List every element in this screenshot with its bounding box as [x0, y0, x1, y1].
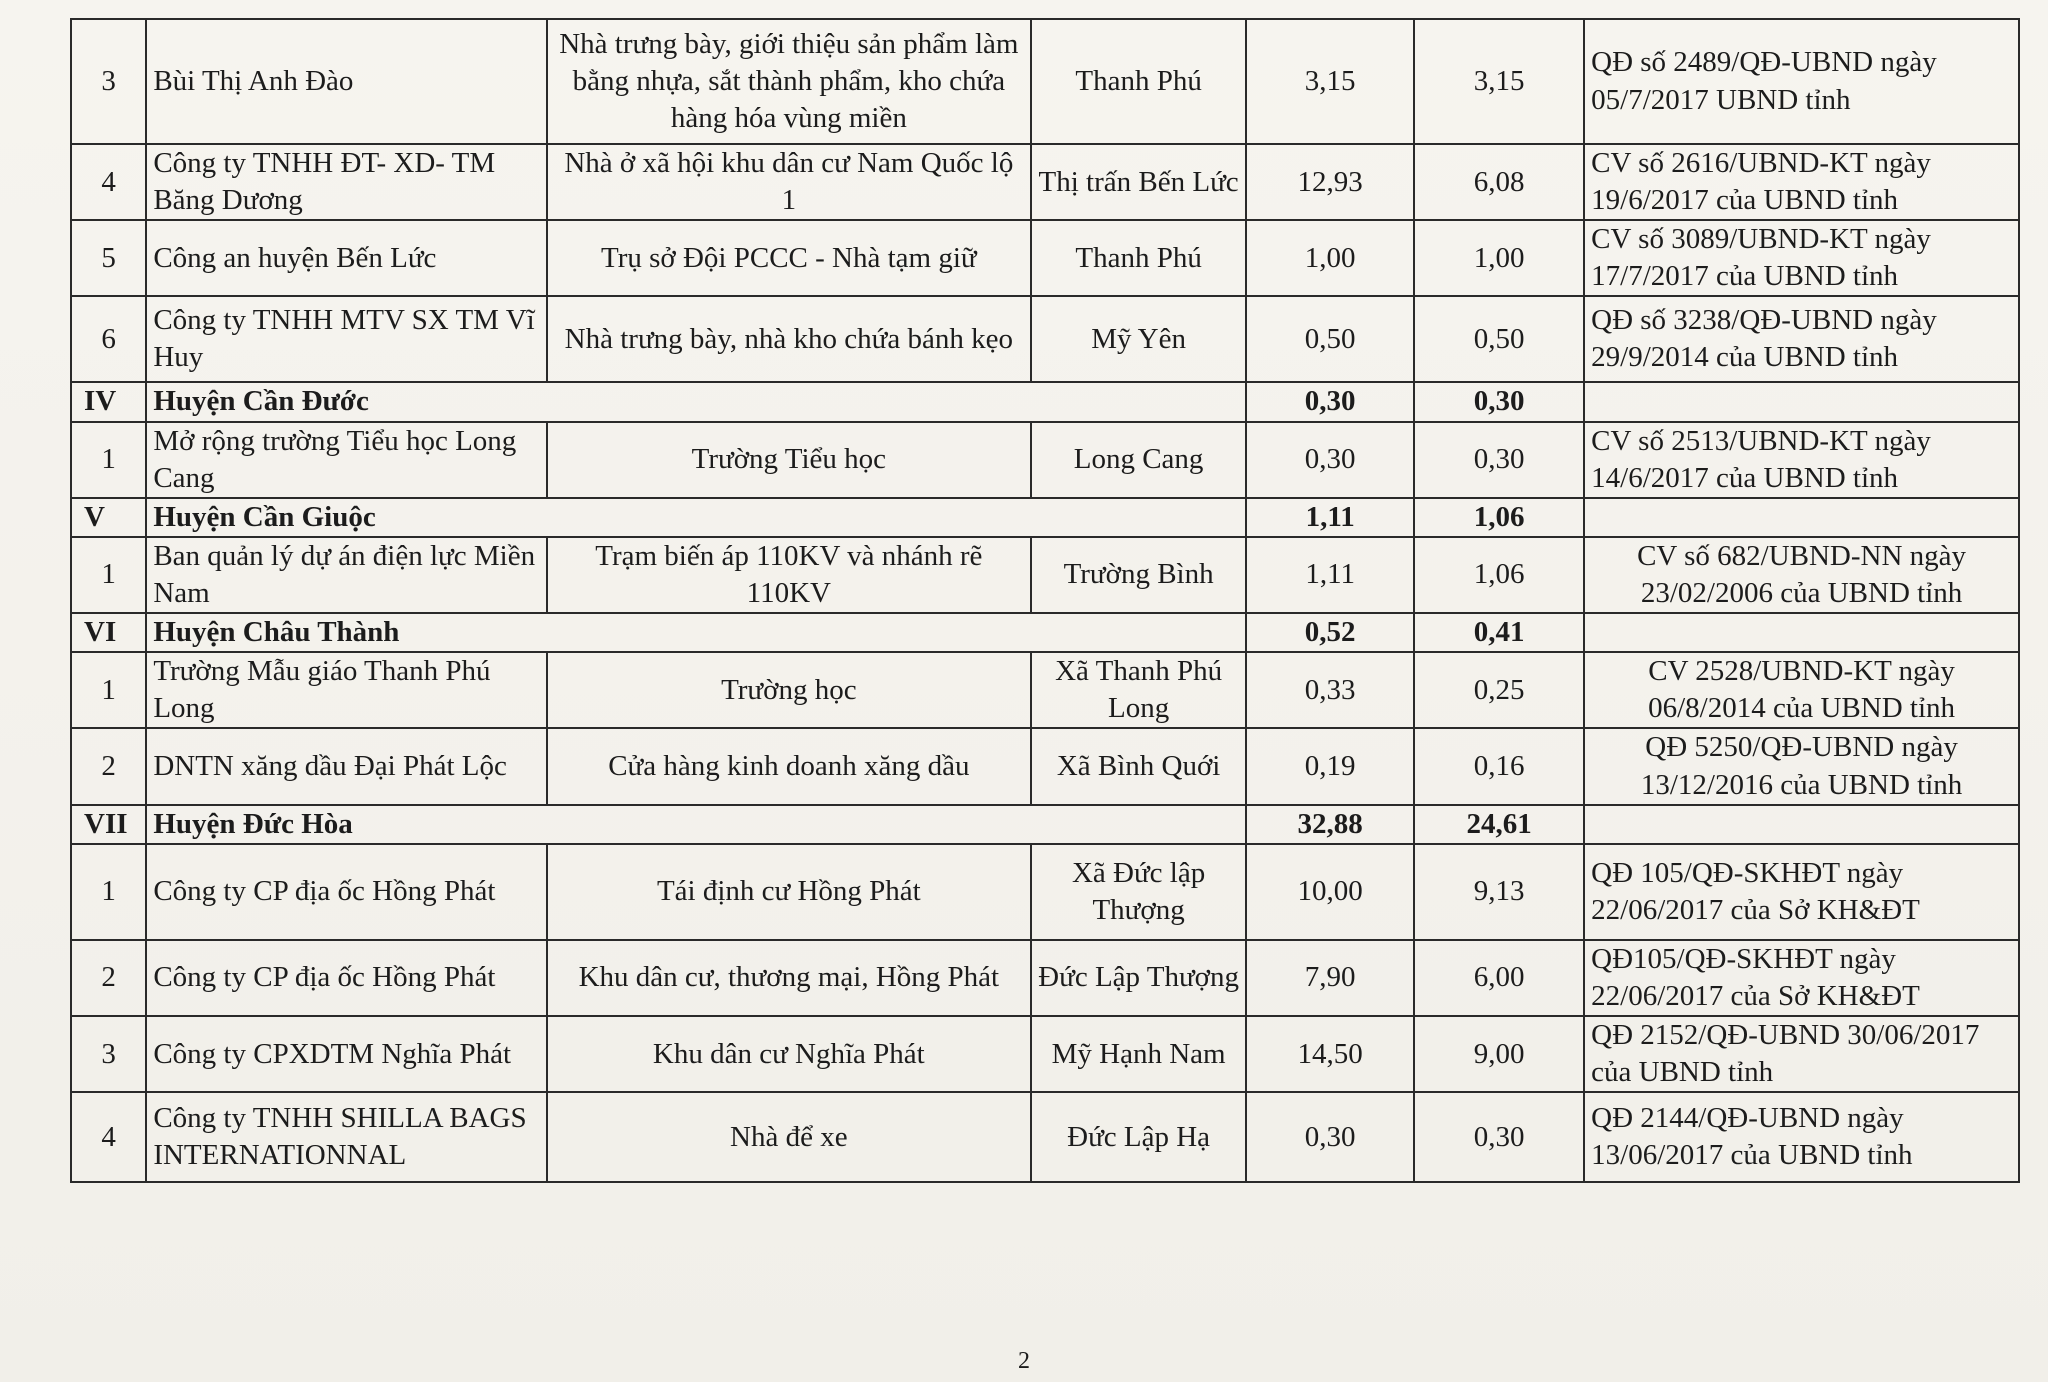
area-total-cell: 0,19	[1246, 728, 1414, 804]
area-total-cell: 0,33	[1246, 652, 1414, 728]
table-row	[71, 1092, 2019, 1182]
table-row	[71, 1016, 2019, 1092]
document-cell	[1584, 382, 2019, 421]
project-purpose: Khu dân cư Nghĩa Phát	[547, 1016, 1031, 1092]
row-number: 3	[71, 1016, 146, 1092]
row-number: 5	[71, 220, 146, 296]
project-location: Thanh Phú	[1031, 19, 1246, 144]
page-number: 2	[1018, 1348, 1030, 1374]
document-cell: CV số 2616/UBND-KT ngày 19/6/2017 của UBND tỉnh	[1584, 144, 2019, 220]
project-purpose: Khu dân cư, thương mại, Hồng Phát	[547, 940, 1031, 1016]
table-row	[71, 652, 2019, 728]
area-use-cell: 1,06	[1414, 498, 1584, 537]
table-row	[71, 844, 2019, 940]
area-total-cell: 12,93	[1246, 144, 1414, 220]
table-row	[71, 728, 2019, 804]
project-purpose: Trường Tiểu học	[547, 422, 1031, 498]
area-use-cell: 24,61	[1414, 805, 1584, 844]
table-row	[71, 296, 2019, 382]
table-row	[71, 144, 2019, 220]
document-cell: QĐ số 2489/QĐ-UBND ngày 05/7/2017 UBND tỉnh	[1584, 19, 2019, 144]
document-cell: QĐ 5250/QĐ-UBND ngày 13/12/2016 của UBND tỉnh	[1584, 728, 2019, 804]
area-use-cell: 3,15	[1414, 19, 1584, 144]
area-total-cell: 3,15	[1246, 19, 1414, 144]
area-use-cell: 1,00	[1414, 220, 1584, 296]
document-cell: CV số 2513/UBND-KT ngày 14/6/2017 của UBND tỉnh	[1584, 422, 2019, 498]
project-purpose: Tái định cư Hồng Phát	[547, 844, 1031, 940]
project-purpose: Nhà trưng bày, nhà kho chứa bánh kẹo	[547, 296, 1031, 382]
organization-name: Công ty CP địa ốc Hồng Phát	[146, 844, 546, 940]
table-row	[71, 19, 2019, 144]
document-cell: CV số 682/UBND-NN ngày 23/02/2006 của UBND tỉnh	[1584, 537, 2019, 613]
area-use-cell: 0,30	[1414, 382, 1584, 421]
project-purpose: Cửa hàng kinh doanh xăng dầu	[547, 728, 1031, 804]
document-cell: QĐ 105/QĐ-SKHĐT ngày 22/06/2017 của Sở KH&ĐT	[1584, 844, 2019, 940]
land-allocation-table	[70, 18, 2020, 1183]
area-use-cell: 0,16	[1414, 728, 1584, 804]
document-cell: QĐ 2144/QĐ-UBND ngày 13/06/2017 của UBND tỉnh	[1584, 1092, 2019, 1182]
row-number: 6	[71, 296, 146, 382]
document-cell: QĐ105/QĐ-SKHĐT ngày 22/06/2017 của Sở KH&ĐT	[1584, 940, 2019, 1016]
project-location: Long Cang	[1031, 422, 1246, 498]
organization-name: Công ty CP địa ốc Hồng Phát	[146, 940, 546, 1016]
table-group-row	[71, 498, 2019, 537]
area-total-cell: 0,30	[1246, 1092, 1414, 1182]
area-total-cell: 0,52	[1246, 613, 1414, 652]
area-use-cell: 0,30	[1414, 422, 1584, 498]
area-use-cell: 9,13	[1414, 844, 1584, 940]
row-number: 1	[71, 537, 146, 613]
document-cell: QĐ số 3238/QĐ-UBND ngày 29/9/2014 của UBND tỉnh	[1584, 296, 2019, 382]
area-total-cell: 10,00	[1246, 844, 1414, 940]
organization-name: DNTN xăng dầu Đại Phát Lộc	[146, 728, 546, 804]
group-name: Huyện Cần Giuộc	[146, 498, 1246, 537]
group-name: Huyện Cần Đước	[146, 382, 1246, 421]
project-purpose: Trường học	[547, 652, 1031, 728]
area-use-cell: 0,30	[1414, 1092, 1584, 1182]
row-number: 4	[71, 1092, 146, 1182]
area-use-cell: 6,00	[1414, 940, 1584, 1016]
area-total-cell: 0,30	[1246, 382, 1414, 421]
project-purpose: Nhà trưng bày, giới thiệu sản phẩm làm bằng nhựa, sắt thành phẩm, kho chứa hàng hóa vùng miền	[547, 19, 1031, 144]
area-total-cell: 0,50	[1246, 296, 1414, 382]
area-total-cell: 14,50	[1246, 1016, 1414, 1092]
area-total-cell: 1,00	[1246, 220, 1414, 296]
table-body	[71, 19, 2019, 1182]
area-use-cell: 0,25	[1414, 652, 1584, 728]
project-location: Mỹ Yên	[1031, 296, 1246, 382]
area-total-cell: 32,88	[1246, 805, 1414, 844]
organization-name: Trường Mẫu giáo Thanh Phú Long	[146, 652, 546, 728]
group-roman-numeral: VI	[71, 613, 146, 652]
project-purpose: Nhà ở xã hội khu dân cư Nam Quốc lộ 1	[547, 144, 1031, 220]
row-number: 2	[71, 728, 146, 804]
area-use-cell: 1,06	[1414, 537, 1584, 613]
area-use-cell: 0,50	[1414, 296, 1584, 382]
document-cell: CV số 3089/UBND-KT ngày 17/7/2017 của UBND tỉnh	[1584, 220, 2019, 296]
group-roman-numeral: VII	[71, 805, 146, 844]
project-location: Đức Lập Thượng	[1031, 940, 1246, 1016]
group-roman-numeral: IV	[71, 382, 146, 421]
document-cell: CV 2528/UBND-KT ngày 06/8/2014 của UBND tỉnh	[1584, 652, 2019, 728]
table-group-row	[71, 805, 2019, 844]
project-purpose: Trụ sở Đội PCCC - Nhà tạm giữ	[547, 220, 1031, 296]
area-use-cell: 6,08	[1414, 144, 1584, 220]
group-roman-numeral: V	[71, 498, 146, 537]
area-use-cell: 0,41	[1414, 613, 1584, 652]
area-total-cell: 7,90	[1246, 940, 1414, 1016]
organization-name: Công ty TNHH SHILLA BAGS INTERNATIONNAL	[146, 1092, 546, 1182]
group-name: Huyện Đức Hòa	[146, 805, 1246, 844]
document-cell: QĐ 2152/QĐ-UBND 30/06/2017 của UBND tỉnh	[1584, 1016, 2019, 1092]
project-location: Thanh Phú	[1031, 220, 1246, 296]
document-cell	[1584, 498, 2019, 537]
table-group-row	[71, 613, 2019, 652]
table-group-row	[71, 382, 2019, 421]
project-location: Xã Đức lập Thượng	[1031, 844, 1246, 940]
document-cell	[1584, 613, 2019, 652]
row-number: 3	[71, 19, 146, 144]
organization-name: Ban quản lý dự án điện lực Miền Nam	[146, 537, 546, 613]
project-location: Thị trấn Bến Lức	[1031, 144, 1246, 220]
table-row	[71, 940, 2019, 1016]
organization-name: Công an huyện Bến Lức	[146, 220, 546, 296]
row-number: 1	[71, 652, 146, 728]
table-row	[71, 422, 2019, 498]
row-number: 1	[71, 844, 146, 940]
project-location: Xã Thanh Phú Long	[1031, 652, 1246, 728]
row-number: 2	[71, 940, 146, 1016]
row-number: 4	[71, 144, 146, 220]
project-purpose: Nhà để xe	[547, 1092, 1031, 1182]
project-location: Trường Bình	[1031, 537, 1246, 613]
table-row	[71, 220, 2019, 296]
organization-name: Công ty CPXDTM Nghĩa Phát	[146, 1016, 546, 1092]
group-name: Huyện Châu Thành	[146, 613, 1246, 652]
table-row	[71, 537, 2019, 613]
organization-name: Bùi Thị Anh Đào	[146, 19, 546, 144]
document-cell	[1584, 805, 2019, 844]
row-number: 1	[71, 422, 146, 498]
project-location: Đức Lập Hạ	[1031, 1092, 1246, 1182]
area-total-cell: 0,30	[1246, 422, 1414, 498]
organization-name: Mở rộng trường Tiểu học Long Cang	[146, 422, 546, 498]
area-total-cell: 1,11	[1246, 537, 1414, 613]
project-purpose: Trạm biến áp 110KV và nhánh rẽ 110KV	[547, 537, 1031, 613]
area-total-cell: 1,11	[1246, 498, 1414, 537]
area-use-cell: 9,00	[1414, 1016, 1584, 1092]
project-location: Mỹ Hạnh Nam	[1031, 1016, 1246, 1092]
organization-name: Công ty TNHH ĐT- XD- TM Băng Dương	[146, 144, 546, 220]
project-location: Xã Bình Quới	[1031, 728, 1246, 804]
organization-name: Công ty TNHH MTV SX TM Vĩ Huy	[146, 296, 546, 382]
